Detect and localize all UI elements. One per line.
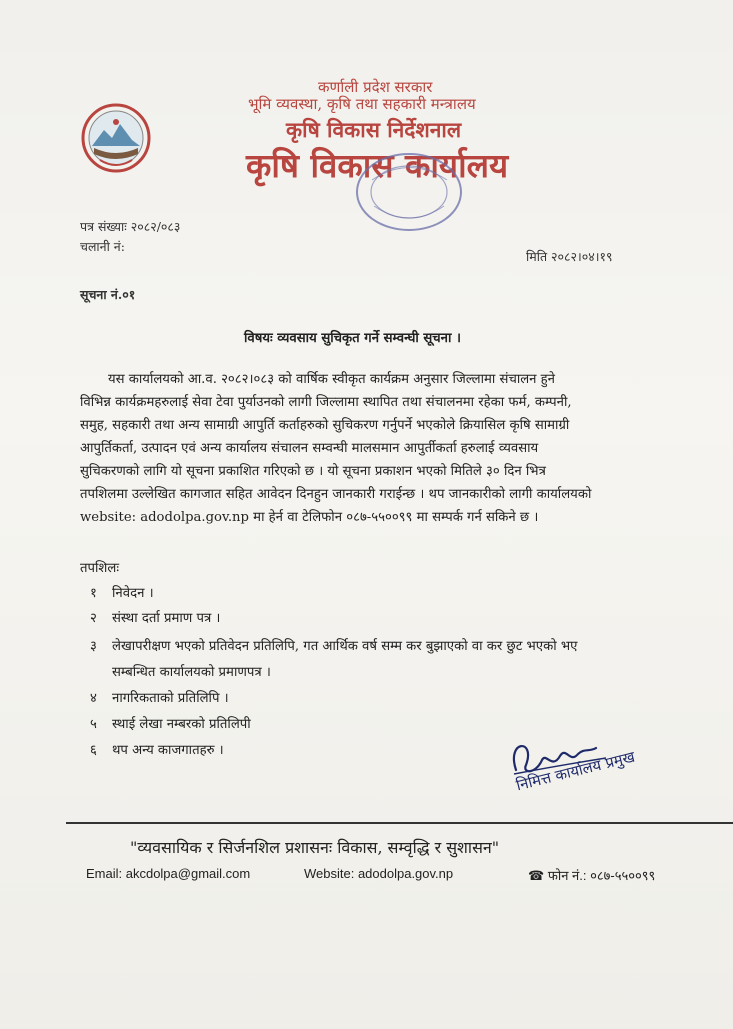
list-number: ६ xyxy=(90,743,97,758)
letter-number: पत्र संख्याः २०८२/०८३ xyxy=(80,219,181,234)
header-province: कर्णाली प्रदेश सरकार xyxy=(318,78,433,96)
list-item: निवेदन । xyxy=(112,586,154,601)
notice-paragraph xyxy=(80,368,670,529)
paragraph-line: समुह, सहकारी तथा अन्य सामाग्री आपुर्ति कर्ताहरुको सुचिकरण गर्नुपर्ने भएकोले क्रियासिल कृषि सामाग्री xyxy=(80,418,570,433)
list-number: ३ xyxy=(90,639,97,654)
header-office: कृषि विकास कार्यालय xyxy=(246,146,509,185)
dispatch-number: चलानी नं: xyxy=(80,239,125,254)
list-number: ५ xyxy=(90,717,97,732)
list-item-continuation: सम्बन्धित कार्यालयको प्रमाणपत्र । xyxy=(112,665,271,680)
list-item: स्थाई लेखा नम्बरको प्रतिलिपी xyxy=(112,717,251,732)
office-stamp-icon xyxy=(352,150,467,235)
footer-phone-text: फोन नं.: ०८७-५५००९९ xyxy=(547,868,656,883)
footer-website: Website: adodolpa.gov.np xyxy=(304,866,454,881)
paragraph-line: सुचिकरणको लागि यो सूचना प्रकाशित गरिएको छ । यो सूचना प्रकाशन भएको मितिले ३० दिन भित्र xyxy=(80,464,546,479)
list-item: नागरिकताको प्रतिलिपि । xyxy=(112,691,229,706)
header-ministry: भूमि व्यवस्था, कृषि तथा सहकारी मन्त्रालय xyxy=(248,95,476,113)
list-number: २ xyxy=(90,611,97,626)
footer-divider xyxy=(66,822,733,824)
paragraph-line: आपुर्तिकर्ता, उत्पादन एवं अन्य कार्यालय संचालन सम्वन्घी मालसमान आपुर्तीकर्ता हरुलाई व्यवसाय xyxy=(80,441,539,456)
tapashil-label: तपशिलः xyxy=(80,561,119,576)
paragraph-line: विभिन्न कार्यक्रमहरुलाई सेवा टेवा पुर्याउनको लागी जिल्लामा स्थापित तथा संचालनमा रहेका फर्म, कम्पनी, xyxy=(80,395,572,410)
signatory-title: निमित्त कार्यालय प्रमुख xyxy=(514,747,637,795)
list-item: थप अन्य काजगातहरु । xyxy=(112,743,224,758)
paragraph-line: यस कार्यालयको आ.व. २०८२।०८३ को वार्षिक स्वीकृत कार्यक्रम अनुसार जिल्लामा संचालन हुने xyxy=(108,372,556,387)
footer-phone xyxy=(528,866,655,884)
footer-email: Email: akcdolpa@gmail.com xyxy=(86,866,251,881)
header-directorate: कृषि विकास निर्देशनाल xyxy=(286,117,462,142)
list-item: लेखापरीक्षण भएको प्रतिवेदन प्रतिलिपि, गत आर्थिक वर्ष सम्म कर बुझाएको वा कर छुट भएको भए xyxy=(112,639,578,654)
phone-icon: ☎ xyxy=(528,868,545,883)
paragraph-line: website: adodolpa.gov.np मा हेर्न वा टेलिफोन ०८७-५५००९९ मा सम्पर्क गर्न सकिने छ । xyxy=(80,510,539,525)
list-number: ४ xyxy=(90,691,97,706)
motto: "व्यवसायिक र सिर्जनशिल प्रशासनः विकास, सम्वृद्धि र सुशासन" xyxy=(130,838,500,857)
subject-line: विषयः व्यवसाय सुचिकृत गर्ने सम्वन्घी सूचना । xyxy=(244,331,461,346)
list-number: १ xyxy=(90,586,97,601)
notice-number: सूचना नं.०१ xyxy=(80,287,136,302)
date: मिति २०८२।०४।१९ xyxy=(526,249,613,264)
list-item: संस्था दर्ता प्रमाण पत्र । xyxy=(112,611,221,626)
nepal-emblem-icon xyxy=(80,102,152,174)
paragraph-line: तपशिलमा उल्लेखित कागजात सहित आवेदन दिनहुन जानकारी गराईन्छ । थप जानकारीको लागी कार्यालयको xyxy=(80,487,592,502)
